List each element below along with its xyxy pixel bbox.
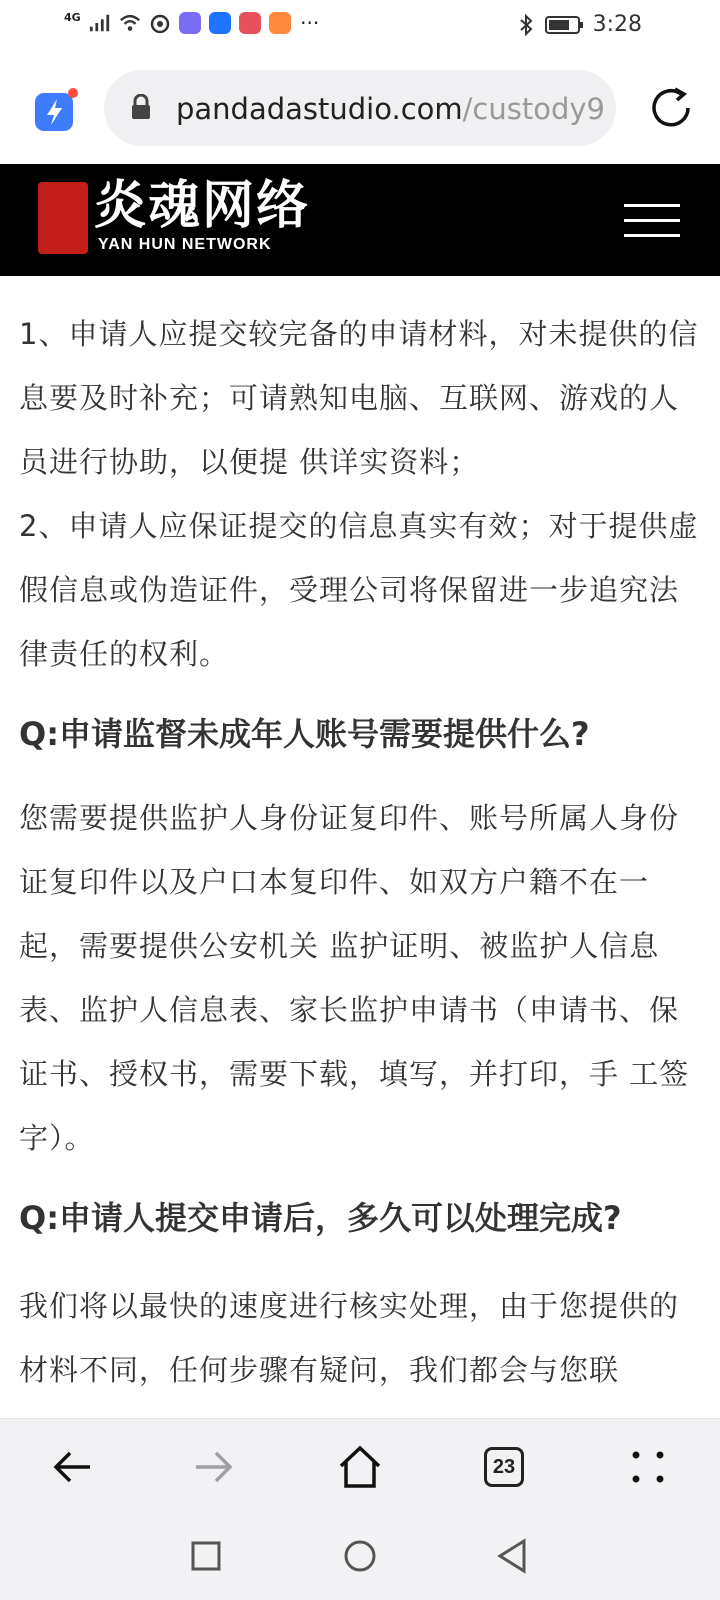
- answer-2: 我们将以最快的速度进行核实处理，由于您提供的材料不同，任何步骤有疑问，我们都会与您联: [19, 1289, 680, 1387]
- browser-address-row: [0, 52, 720, 162]
- logo-seal-icon: [38, 182, 88, 254]
- reload-icon[interactable]: [648, 85, 694, 135]
- system-nav-bar: [0, 1512, 720, 1600]
- home-circle-icon[interactable]: [340, 1536, 380, 1576]
- question-1: Q:申请监督未成年人账号需要提供什么?: [19, 715, 590, 753]
- url-domain: pandadastudio.com: [176, 92, 463, 126]
- huawei-app-icon: [239, 12, 261, 34]
- signal-icon: [89, 12, 111, 34]
- site-logo-en: YAN HUN NETWORK: [98, 236, 272, 253]
- tab-count: 23: [484, 1447, 524, 1487]
- home-icon[interactable]: [332, 1439, 388, 1495]
- url-text: [176, 92, 605, 126]
- bulb-app-icon: [209, 12, 231, 34]
- paragraph-2: 2、申请人应保证提交的信息真实有效；对于提供虚假信息或伪造证件，受理公司将保留进一步追究法律责任的权利。: [19, 509, 699, 671]
- weibo-icon: [149, 12, 171, 34]
- back-triangle-icon[interactable]: [492, 1536, 532, 1576]
- forward-arrow-icon[interactable]: [186, 1439, 242, 1495]
- more-menu-icon[interactable]: [620, 1439, 676, 1495]
- status-right: [515, 12, 642, 37]
- address-bar[interactable]: [104, 70, 616, 146]
- site-header: [0, 164, 720, 276]
- bluetooth-icon: [515, 14, 537, 36]
- recents-square-icon[interactable]: [186, 1536, 226, 1576]
- status-left: [64, 12, 321, 34]
- battery-icon: [545, 14, 585, 36]
- article-content: [19, 302, 699, 1418]
- game-app-icon: [269, 12, 291, 34]
- lock-icon: [130, 94, 152, 124]
- more-notifications-icon: ···: [300, 11, 320, 35]
- question-2: Q:申请人提交申请后，多久可以处理完成?: [19, 1199, 622, 1237]
- browser-app-icon[interactable]: [33, 87, 79, 133]
- back-arrow-icon[interactable]: [44, 1439, 100, 1495]
- url-path: /custody9: [462, 92, 605, 126]
- clock: 3:28: [592, 12, 642, 37]
- network-type: 4G: [64, 10, 81, 24]
- tabs-button[interactable]: [476, 1439, 532, 1495]
- wifi-icon: [119, 12, 141, 34]
- status-bar: [0, 0, 720, 52]
- paragraph-1: 1、申请人应提交较完备的申请材料，对未提供的信息要及时补充；可请熟知电脑、互联网、游戏的人员进行协助，以便提 供详实资料；: [19, 317, 699, 479]
- answer-1: 您需要提供监护人身份证复印件、账号所属人身份证复印件以及户口本复印件、如双方户籍不在一起，需要提供公安机关 监护证明、被监护人信息表、监护人信息表、家长监护申请书（申请书、保证书、授权书，需要下载，填写，并打印，手 工签字）。: [19, 801, 690, 1155]
- browser-toolbar: [0, 1418, 720, 1512]
- site-logo-cn[interactable]: 炎魂网络: [94, 175, 311, 236]
- music-app-icon: [179, 12, 201, 34]
- hamburger-menu-icon[interactable]: [624, 204, 680, 238]
